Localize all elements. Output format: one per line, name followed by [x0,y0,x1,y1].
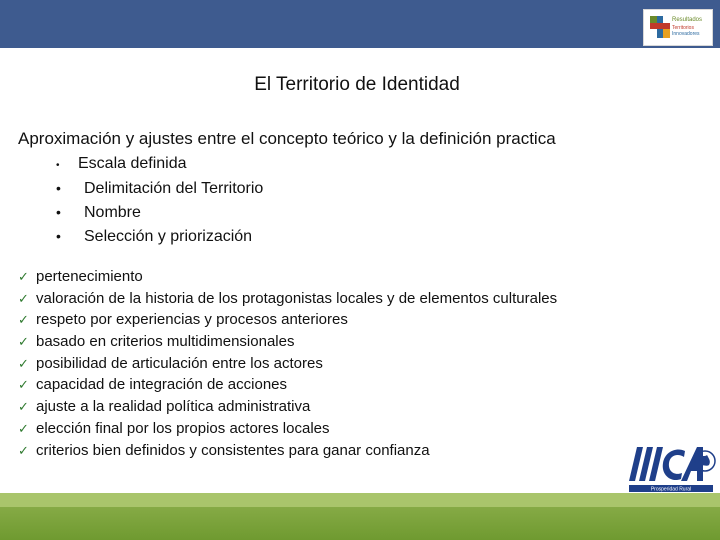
check-icon: ✓ [18,290,29,306]
criteria-item [18,309,557,331]
bullet-item [56,200,263,224]
check-icon: ✓ [18,334,29,350]
criteria-label: ajuste a la realidad política administrativa [36,398,311,416]
header-bar [0,0,720,48]
bullet-label: Selección y priorización [84,228,253,245]
criteria-item [18,266,557,288]
criteria-label: elección final por los propios actores locales [36,419,330,437]
bullet-label: Delimitación del Territorio [84,180,264,197]
criteria-item [18,418,557,440]
slide-subtitle: Aproximación y ajustes entre el concepto teórico y la definición practica [18,129,556,148]
bullet-label: Escala definida [78,155,187,172]
logo-line-3: Innovadores [672,31,700,37]
iica-logo [625,443,717,493]
cross-logo-icon [650,16,670,38]
check-icon: ✓ [18,399,29,415]
criteria-item [18,353,557,375]
check-icon: ✓ [18,355,29,371]
footer-bar [0,493,720,540]
logo-line-2: Territorios [672,25,694,31]
check-icon: ✓ [18,269,29,284]
slide-title: El Territorio de Identidad [254,74,460,95]
bullet-icon: • [56,228,61,244]
results-logo [643,9,713,46]
criteria-label: basado en criterios multidimensionales [36,333,295,351]
logo-line-1: Resultados [672,17,703,23]
criteria-list [18,266,557,461]
criteria-label: criterios bien definidos y consistentes para ganar confianza [36,441,430,459]
check-icon: ✓ [18,442,29,458]
check-icon: ✓ [18,377,29,393]
bullet-label: Nombre [84,204,141,221]
criteria-item [18,374,557,396]
criteria-label: respeto por experiencias y procesos anteriores [36,311,348,329]
bullet-icon: • [56,160,60,171]
bullet-icon: • [56,204,61,220]
check-icon: ✓ [18,312,29,328]
iica-tagline: Prosperidad Rural [650,486,692,493]
criteria-label: capacidad de integración de acciones [36,376,288,394]
bullet-icon: • [56,180,61,196]
criteria-item [18,396,557,418]
check-icon: ✓ [18,420,29,436]
bullet-item [56,176,263,200]
bullet-item [56,224,263,248]
criteria-label: posibilidad de articulación entre los actores [36,354,323,372]
criteria-item [18,331,557,353]
footer-band [0,493,720,507]
criteria-item [18,288,557,310]
bullet-item [56,152,263,176]
criteria-item [18,440,557,462]
criteria-label: valoración de la historia de los protagonistas locales y de elementos culturales [36,289,558,307]
bullet-list [56,152,263,248]
criteria-label: pertenecimiento [36,268,143,285]
